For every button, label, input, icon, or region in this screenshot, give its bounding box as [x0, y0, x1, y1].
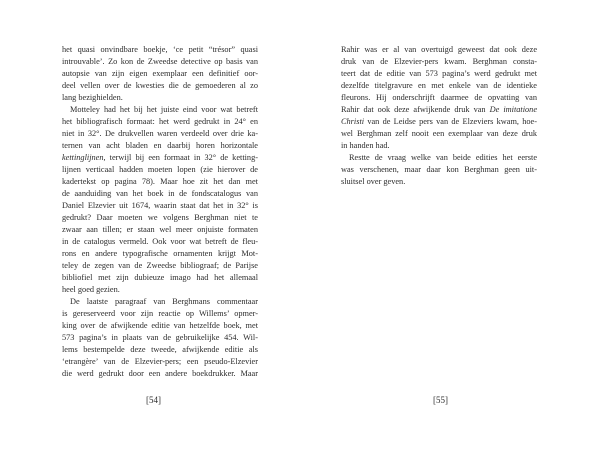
text-line: het bibliografisch formaat: het werd gedrukt in 24° en: [62, 117, 258, 126]
text-line: Daniel Elzevier uit 1674, waarin staat dat het in 32° is: [62, 201, 258, 210]
right-page-number: [55]: [433, 395, 448, 405]
text-line: in de catalogus vermeld. Ook voor wat betreft de fleu-: [62, 237, 258, 246]
text-line: kadertekst op pagina 78). Maar hoe zit het dan met: [62, 177, 258, 186]
text-line: Christi van de Leidse pers van de Elzeviers kwam, hoe-: [341, 117, 537, 126]
right-page-text: [341, 44, 537, 188]
text-line: heel goed gezien.: [62, 285, 120, 294]
text-line: lang bezighielden.: [62, 93, 123, 102]
text-line: ternen van acht bladen en daarbij horen horizontale: [62, 141, 258, 150]
right-page: [300, 0, 600, 450]
text-line: lems bestempelde deze tweede, afwijkende editie als: [62, 345, 258, 354]
text-line: bibliofiel met zijn dubieuze imago had het allemaal: [62, 273, 258, 282]
text-line: zwaar aan tillen; er staan wel meer onjuiste formaten: [62, 225, 258, 234]
left-page-text: [62, 44, 258, 380]
text-line: sluitsel over geven.: [341, 177, 406, 186]
text-line: Motteley had het bij het juiste eind voor wat betreft: [70, 105, 258, 114]
text-line: het quasi onvindbare boekje, ‘ce petit “trésor” quasi: [62, 45, 258, 54]
text-line: Restte de vraag welke van beide edities het eerste: [349, 153, 537, 162]
text-line: de aanduiding van het boek in de fondscatalogus van: [62, 189, 258, 198]
text-line: teley de zegen van de Zweedse bibliograaf; de Parijse: [62, 261, 258, 270]
text-line: deel vellen over de kwesties die de gemoederen al zo: [62, 81, 258, 90]
text-line: fleurons. Hij onderschrijft daarmee de opvatting van: [341, 93, 537, 102]
text-line: die werd gedrukt door een andere boekdrukker. Maar: [62, 369, 258, 378]
text-line: De laatste paragraaf van Berghmans commentaar: [70, 297, 258, 306]
text-line: wel Berghman zelf nooit een exemplaar van deze druk: [341, 129, 537, 138]
text-line: rons en andere typografische ornamenten krijgt Mot-: [62, 249, 258, 258]
text-line: autopsie van zijn eigen exemplaar een definitief oor-: [62, 69, 258, 78]
text-line: teert dat de editie van 573 pagina’s werd gedrukt met: [341, 69, 537, 78]
text-line: 573 pagina’s in plaats van de gebruikelijke 454. Wil-: [62, 333, 258, 342]
text-line: ‘etrangère’ van de Elzevier-pers; een pseudo-Elzevier: [62, 357, 258, 366]
text-line: niet in 32°. De drukvellen waren verdeeld over drie ka-: [62, 129, 258, 138]
text-line: Rahir dat ook deze afwijkende druk van De imitatione: [341, 105, 537, 114]
text-line: gedrukt? Daar moeten we volgens Berghman niet te: [62, 213, 258, 222]
text-line: kettinglijnen, terwijl bij een formaat in 32° de ketting-: [62, 153, 258, 162]
text-line: king over de afwijkende editie van hetzelfde boek, met: [62, 321, 258, 330]
text-line: lijnen verticaal hadden moeten lopen (zie hierover de: [62, 165, 258, 174]
text-line: druk van de Elzevier-pers kwam. Berghman consta-: [341, 57, 537, 66]
text-line: was verschenen, maar daar kon Berghman geen uit-: [341, 165, 537, 174]
text-line: dezelfde titelgravure en met enkele van de identieke: [341, 81, 537, 90]
left-page-number: [54]: [146, 395, 161, 405]
text-line: in handen had.: [341, 141, 390, 150]
text-line: introuvable’. Zo kon de Zweedse detective op basis van: [62, 57, 258, 66]
text-line: Rahir was er al van overtuigd geweest dat ook deze: [341, 45, 537, 54]
text-line: is gereserveerd voor zijn reactie op Willems’ opmer-: [62, 309, 258, 318]
